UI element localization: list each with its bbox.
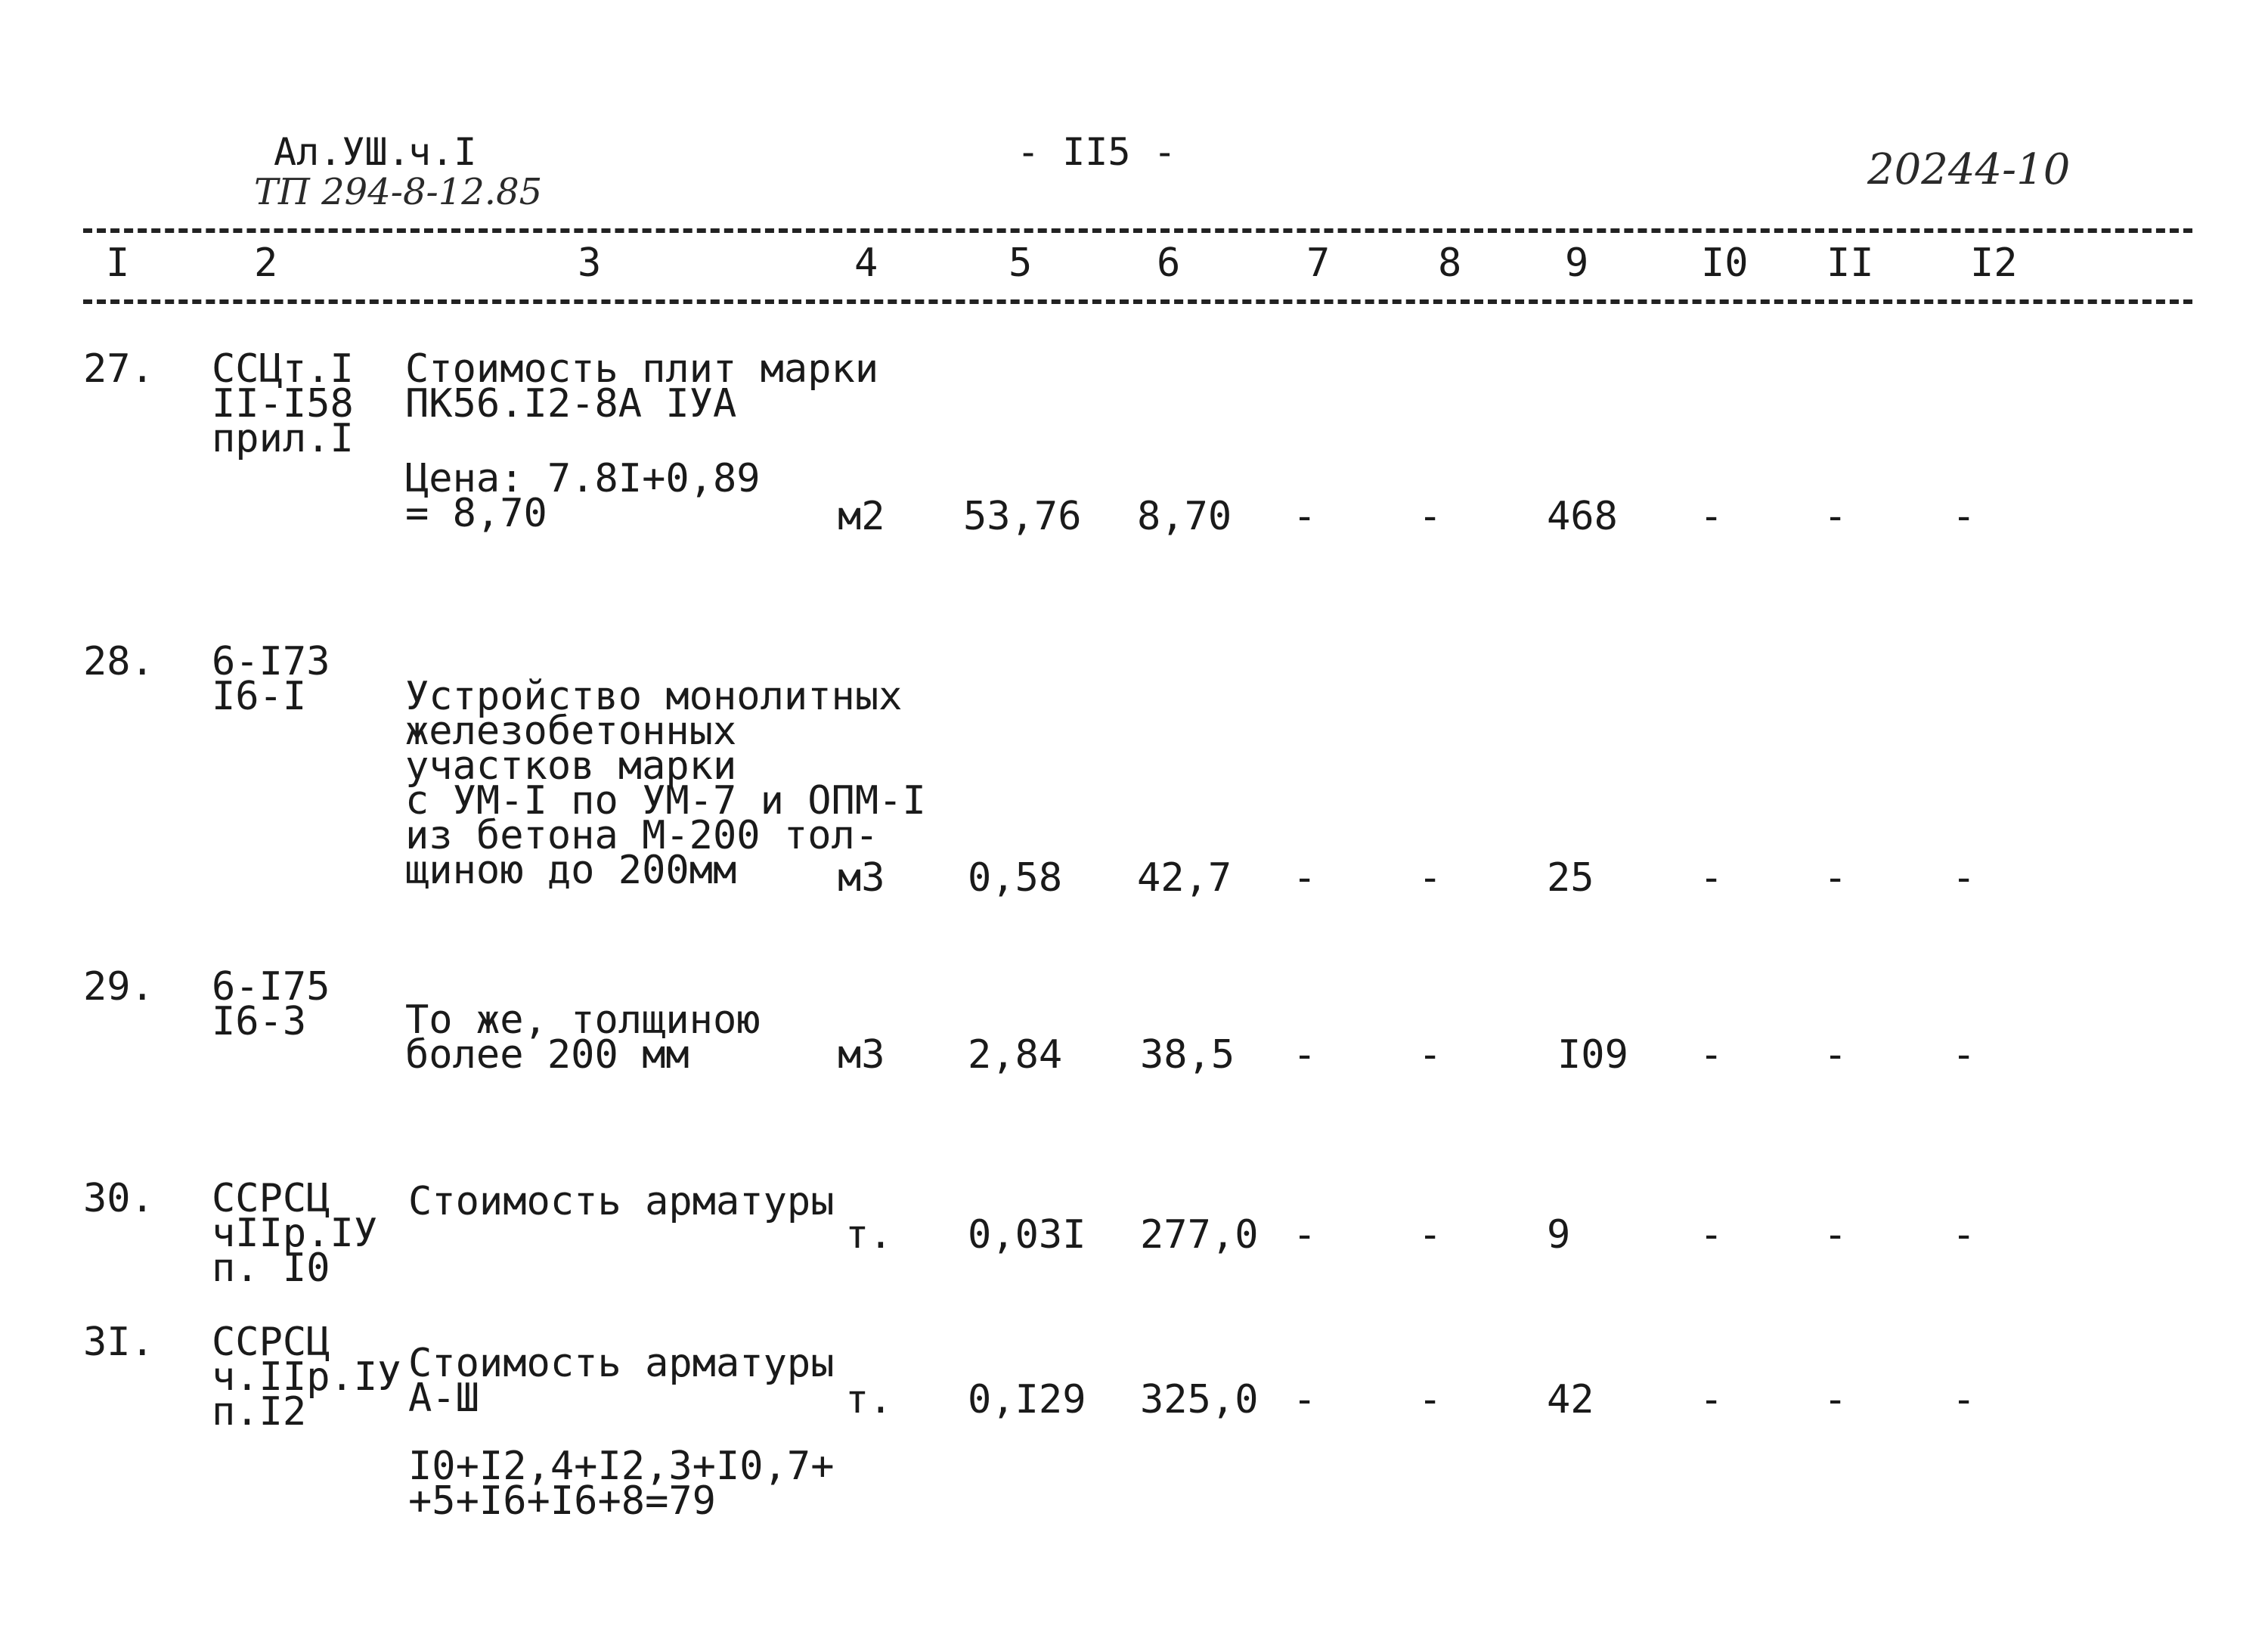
row-note: Цена: 7.8I+0,89 = 8,70 — [405, 456, 761, 536]
row-code: 6-I75 I6-3 — [212, 964, 330, 1044]
column-header: I2 — [1970, 240, 2018, 286]
row-col11: - — [1823, 494, 1848, 539]
part-label: ч.I — [408, 130, 477, 174]
row-quantity: 0,58 — [968, 855, 1063, 901]
column-header: 2 — [254, 240, 278, 286]
row-total: I09 — [1557, 1032, 1628, 1078]
row-number: 3I. — [83, 1320, 154, 1365]
row-col11: - — [1823, 1377, 1848, 1422]
row-col7: - — [1293, 855, 1317, 901]
row-description: Стоимость плит марки ПК56.I2-8А IУА — [405, 346, 879, 427]
row-description: Стоимость арматуры А-Ш — [408, 1341, 835, 1421]
row-quantity: 53,76 — [963, 494, 1082, 539]
row-col8: - — [1418, 1032, 1442, 1078]
column-header: II — [1826, 240, 1874, 286]
row-col7: - — [1293, 1212, 1317, 1258]
document-number: 20244-10 — [1867, 145, 2071, 194]
row-col8: - — [1418, 1377, 1442, 1422]
row-col10: - — [1699, 1032, 1724, 1078]
row-price: 8,70 — [1137, 494, 1232, 539]
row-col8: - — [1418, 855, 1442, 901]
row-total: 25 — [1547, 855, 1594, 901]
row-number: 28. — [83, 639, 154, 684]
header-rule-top — [83, 228, 2192, 233]
row-quantity: 0,03I — [968, 1212, 1086, 1258]
row-unit: м2 — [838, 494, 885, 539]
row-col12: - — [1952, 855, 1976, 901]
column-header: 7 — [1306, 240, 1331, 286]
row-price: 277,0 — [1140, 1212, 1259, 1258]
row-col8: - — [1418, 494, 1442, 539]
row-total: 468 — [1547, 494, 1618, 539]
row-price: 325,0 — [1140, 1377, 1259, 1422]
row-code: ССРСЦ чIIр.IУ п. I0 — [212, 1176, 378, 1291]
row-col12: - — [1952, 1212, 1976, 1258]
row-number: 30. — [83, 1176, 154, 1221]
column-header: 6 — [1157, 240, 1181, 286]
row-col11: - — [1823, 1212, 1848, 1258]
page-number: - II5 - — [1017, 130, 1176, 174]
row-col7: - — [1293, 1377, 1317, 1422]
row-col11: - — [1823, 1032, 1848, 1078]
header-rule-bottom — [83, 299, 2192, 304]
column-header: 8 — [1438, 240, 1462, 286]
row-unit: т. — [845, 1212, 893, 1258]
row-note: I0+I2,4+I2,3+I0,7+ +5+I6+I6+8=79 — [408, 1444, 835, 1524]
row-price: 38,5 — [1140, 1032, 1235, 1078]
column-header: I — [106, 240, 130, 286]
row-total: 42 — [1547, 1377, 1594, 1422]
row-quantity: 2,84 — [968, 1032, 1063, 1078]
row-code: ССЦт.I II-I58 прил.I — [212, 346, 354, 461]
row-total: 9 — [1547, 1212, 1571, 1258]
row-col8: - — [1418, 1212, 1442, 1258]
row-description: Устройство монолитных железобетонных участков марки с УМ-I по УМ-7 и ОПМ-I из бетона М-200 тол- щиною до 200мм — [405, 674, 926, 893]
row-code: 6-I73 I6-I — [212, 639, 330, 719]
row-code: ССРСЦ ч.IIр.IУ п.I2 — [212, 1320, 401, 1435]
row-unit: м3 — [838, 1032, 885, 1078]
row-description: Стоимость арматуры — [408, 1179, 835, 1224]
row-number: 29. — [83, 964, 154, 1010]
row-col12: - — [1952, 1032, 1976, 1078]
column-header: 5 — [1009, 240, 1033, 286]
column-header: 9 — [1565, 240, 1589, 286]
column-header: I0 — [1701, 240, 1749, 286]
row-price: 42,7 — [1137, 855, 1232, 901]
column-header: 3 — [578, 240, 602, 286]
row-col10: - — [1699, 494, 1724, 539]
row-description: То же, толщиною более 200 мм — [405, 997, 761, 1078]
row-col11: - — [1823, 855, 1848, 901]
row-number: 27. — [83, 346, 154, 392]
album-label: Ал.УШ. — [274, 130, 411, 174]
row-col7: - — [1293, 1032, 1317, 1078]
row-col10: - — [1699, 1212, 1724, 1258]
row-col7: - — [1293, 494, 1317, 539]
row-col10: - — [1699, 855, 1724, 901]
column-header: 4 — [854, 240, 878, 286]
project-code: ТП 294-8-12.85 — [254, 171, 543, 213]
row-col12: - — [1952, 1377, 1976, 1422]
row-unit: м3 — [838, 855, 885, 901]
row-quantity: 0,I29 — [968, 1377, 1086, 1422]
row-unit: т. — [845, 1377, 893, 1422]
row-col12: - — [1952, 494, 1976, 539]
row-col10: - — [1699, 1377, 1724, 1422]
